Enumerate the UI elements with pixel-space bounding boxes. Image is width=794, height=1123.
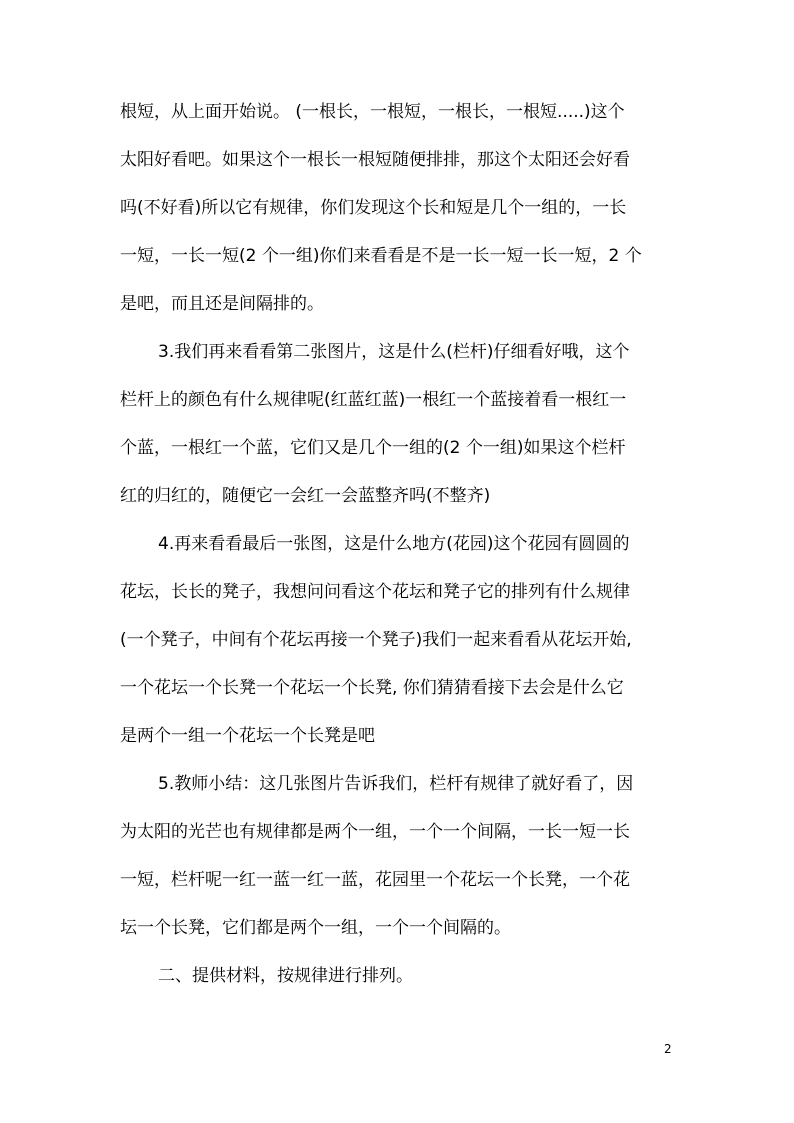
text-line: (一个凳子，中间有个花坛再接一个凳子)我们一起来看看从花坛开始, bbox=[120, 630, 632, 650]
paragraph-start-line: 5.教师小结：这几张图片告诉我们，栏杆有规律了就好看了，因 bbox=[158, 774, 634, 794]
text-line: 坛一个长凳，它们都是两个一组，一个一个间隔的。 bbox=[120, 918, 511, 938]
text-line: 吗(不好看)所以它有规律，你们发现这个长和短是几个一组的，一长 bbox=[120, 198, 627, 218]
text-line: 太阳好看吧。如果这个一根长一根短随便排排，那这个太阳还会好看 bbox=[120, 150, 630, 170]
text-line: 是吧，而且还是间隔排的。 bbox=[120, 294, 324, 314]
section-heading: 二、提供材料，按规律进行排列。 bbox=[158, 966, 413, 986]
text-line: 一个花坛一个长凳一个花坛一个长凳, 你们猜猜看接下去会是什么它 bbox=[120, 678, 624, 698]
page-number: 2 bbox=[664, 1042, 672, 1056]
text-line: 栏杆上的颜色有什么规律呢(红蓝红蓝)一根红一个蓝接着看一根红一 bbox=[120, 390, 627, 410]
text-line: 一短，栏杆呢一红一蓝一红一蓝，花园里一个花坛一个长凳，一个花 bbox=[120, 870, 630, 890]
text-line: 红的归红的，随便它一会红一会蓝整齐吗(不整齐) bbox=[120, 486, 491, 506]
text-line: 个蓝，一根红一个蓝，它们又是几个一组的(2 个一组)如果这个栏杆 bbox=[120, 438, 626, 458]
text-line: 根短，从上面开始说。 (一根长，一根短，一根长，一根短.....)这个 bbox=[120, 102, 625, 122]
paragraph-start-line: 3.我们再来看看第二张图片，这是什么(栏杆)仔细看好哦，这个 bbox=[158, 342, 630, 362]
text-line: 是两个一组一个花坛一个长凳是吧 bbox=[120, 726, 375, 746]
text-line: 一短，一长一短(2 个一组)你们来看看是不是一长一短一长一短，2 个 bbox=[120, 246, 642, 266]
document-body bbox=[120, 88, 676, 1000]
text-line: 花坛，长长的凳子，我想问问看这个花坛和凳子它的排列有什么规律 bbox=[120, 582, 630, 602]
text-line: 为太阳的光芒也有规律都是两个一组，一个一个间隔，一长一短一长 bbox=[120, 822, 630, 842]
paragraph-start-line: 4.再来看看最后一张图，这是什么地方(花园)这个花园有圆圆的 bbox=[158, 534, 630, 554]
